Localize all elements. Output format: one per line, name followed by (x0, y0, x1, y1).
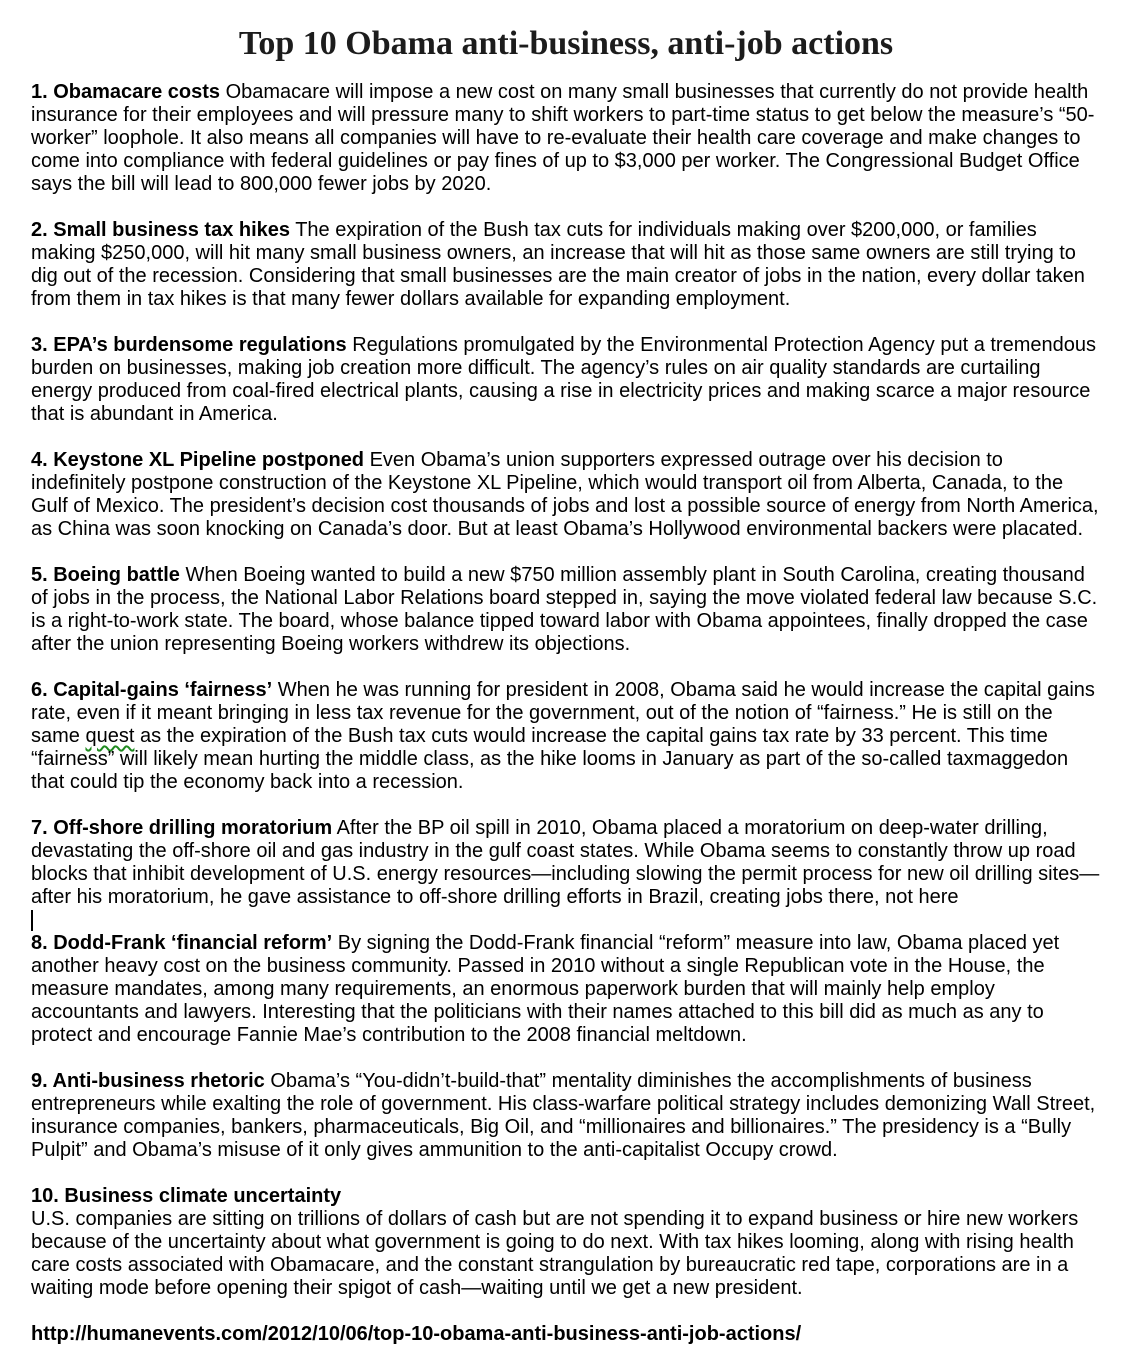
list-item-8 (31, 932, 1101, 1047)
item-body: Even Obama’s union supporters expressed outrage over his decision to indefinitely postpone construction of the Keystone XL Pipeline, which would transport oil from Alberta, Canada, to the Gulf of Mexico. The president’s decision cost thousands of jobs and lost a possible source of energy from North America, as China was soon knocking on Canada’s door. But at least Obama’s Hollywood environmental backers were placated. (31, 449, 1099, 540)
item-heading: 5. Boeing battle (31, 564, 180, 586)
list-item-2 (31, 219, 1101, 311)
item-heading: 4. Keystone XL Pipeline postponed (31, 449, 365, 471)
item-heading: 3. EPA’s burdensome regulations (31, 334, 347, 356)
list-item-3 (31, 334, 1101, 426)
item-body: When Boeing wanted to build a new $750 million assembly plant in South Carolina, creating thousand of jobs in the process, the National Labor Relations board stepped in, saying the move violated federal law because S.C. is a right-to-work state. The board, whose balance tipped toward labor with Obama appointees, finally dropped the case after the union representing Boeing workers withdrew its objections. (31, 564, 1098, 655)
item-body: When he was running for president in 2008, Obama said he would increase the capital gains rate, even if it meant bringing in less tax revenue for the government, out of the notion of “fairness.” He is still on the same (31, 679, 1095, 747)
source-url: http://humanevents.com/2012/10/06/top-10-obama-anti-business-anti-job-actions/ (31, 1323, 802, 1345)
text-cursor (31, 910, 33, 931)
item-body: U.S. companies are sitting on trillions of dollars of cash but are not spending it to expand business or hire new workers because of the uncertainty about what government is going to do next. With tax hikes looming, along with rising health care costs associated with Obamacare, and the constant strangulation by bureaucratic red tape, corporations are in a waiting mode before opening their spigot of cash—waiting until we get a new president. (31, 1208, 1079, 1299)
item-heading: 2. Small business tax hikes (31, 219, 291, 241)
list-item-1 (31, 81, 1101, 196)
item-body: Obama’s “You-didn’t-build-that” mentality diminishes the accomplishments of business entrepreneurs while exalting the role of government. His class-warfare political strategy includes demonizing Wall Street, insurance companies, bankers, pharmaceuticals, Big Oil, and “millionaires and billionaires.” The presidency is a “Bully Pulpit” and Obama’s misuse of it only gives ammunition to the anti-capitalist Occupy crowd. (31, 1070, 1096, 1161)
item-heading: 1. Obamacare costs (31, 81, 220, 103)
item-body: Obamacare will impose a new cost on many small businesses that currently do not provide health insurance for their employees and will pressure many to shift workers to part-time status to get below the measure’s “50-worker” loophole. It also means all companies will have to re-evaluate their health care coverage and make changes to come into compliance with federal guidelines or pay fines of up to $3,000 per worker. The Congressional Budget Office says the bill will lead to 800,000 fewer jobs by 2020. (31, 81, 1095, 195)
item-body: The expiration of the Bush tax cuts for individuals making over $200,000, or families making $250,000, will hit many small business owners, an increase that will hit as those same owners are still trying to dig out of the recession. Considering that small businesses are the main creator of jobs in the nation, every dollar taken from them in tax hikes is that many fewer dollars available for expanding employment. (31, 219, 1085, 310)
list-item-4 (31, 449, 1101, 541)
list-item-6 (31, 679, 1101, 794)
empty-line (31, 909, 1101, 932)
list-item-5 (31, 564, 1101, 656)
list-item-10 (31, 1185, 1101, 1300)
item-heading: 6. Capital-gains ‘fairness’ (31, 679, 273, 701)
item-heading: 7. Off-shore drilling moratorium (31, 817, 333, 839)
item-heading: 10. Business climate uncertainty (31, 1185, 342, 1207)
item-body: Regulations promulgated by the Environmental Protection Agency put a tremendous burden on businesses, making job creation more difficult. The agency’s rules on air quality standards are curtailing energy produced from coal-fired electrical plants, causing a rise in electricity prices and making scarce a major resource that is abundant in America. (31, 334, 1096, 425)
item-body: as the expiration of the Bush tax cuts would increase the capital gains tax rate by 33 percent. This time “fairness” will likely mean hurting the middle class, as the hike looms in January as part of the so-called taxmaggedon that could tip the economy back into a recession. (31, 725, 1069, 793)
item-body: By signing the Dodd-Frank financial “reform” measure into law, Obama placed yet another heavy cost on the business community. Passed in 2010 without a single Republican vote in the House, the measure mandates, among many requirements, an enormous paperwork burden that will mainly help employ accountants and lawyers. Interesting that the politicians with their names attached to this bill did as much as any to protect and encourage Fannie Mae’s contribution to the 2008 financial meltdown. (31, 932, 1060, 1046)
item-heading: 8. Dodd-Frank ‘financial reform’ (31, 932, 333, 954)
page-title: Top 10 Obama anti-business, anti-job actions (238, 25, 894, 62)
item-body: After the BP oil spill in 2010, Obama placed a moratorium on deep-water drilling, devastating the off-shore oil and gas industry in the gulf coast states. While Obama seems to constantly throw up road blocks that inhibit development of U.S. energy resources—including slowing the permit process for new oil drilling sites—after his moratorium, he gave assistance to off-shore drilling efforts in Brazil, creating jobs there, not here (31, 817, 1100, 908)
spellcheck-underlined-word: quest (85, 725, 135, 747)
item-heading: 9. Anti-business rhetoric (31, 1070, 265, 1092)
list-item-7 (31, 817, 1101, 909)
list-item-9 (31, 1070, 1101, 1162)
